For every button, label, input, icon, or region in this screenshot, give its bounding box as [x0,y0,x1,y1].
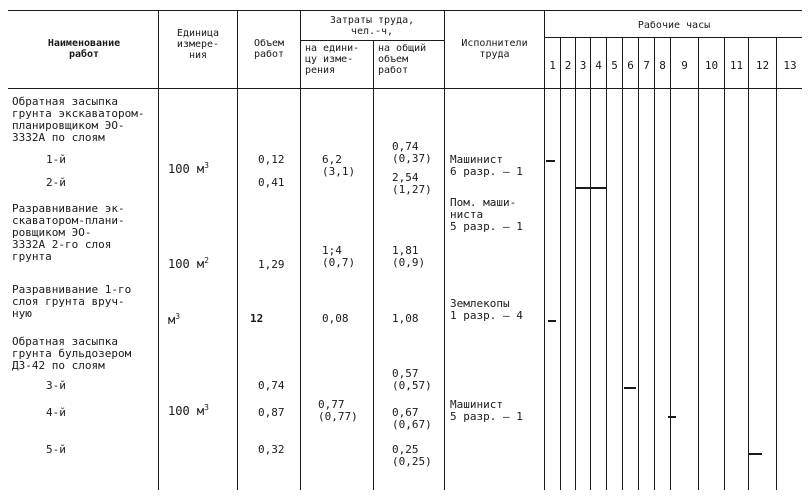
labor-total: 1,08 [392,312,419,325]
header-bottom-border [8,88,802,89]
hours-subheader-line [544,37,802,38]
work-volume: 0,41 [258,176,285,189]
work-name: Разравнивание эк- скаватором-плани- ровщиком ЭО- 3332А 2-го слоя грунта [12,202,125,263]
hour-number: 11 [729,59,744,72]
hour-divider-2 [575,37,576,490]
header-per-unit: на едини- цу изме- рения [305,43,360,76]
hour-divider-7 [654,37,655,490]
col-divider-unit [237,10,238,490]
col-divider-volume [300,10,301,490]
schedule-bar [668,416,676,418]
work-unit: 100 $м^2$ [168,256,209,271]
hour-divider-6 [638,37,639,490]
hour-number: 9 [681,59,688,72]
work-volume: 1,29 [258,258,285,271]
hour-number: 6 [627,59,634,72]
hour-divider-8 [670,37,671,490]
work-name: 4-й [46,406,66,419]
labor-total: 0,57 (0,57) [392,367,432,392]
hour-number: 4 [595,59,602,72]
hour-divider-9 [698,37,699,490]
labor-subheader-line [300,40,444,41]
performer: Пом. маши- ниста 5 разр. – 1 [450,196,523,233]
work-name: 2-й [46,176,66,189]
work-name: 1-й [46,153,66,166]
labor-per-unit: 0,77 (0,77) [318,398,358,423]
work-unit: 100 $м^3$ [168,161,209,176]
work-volume: 0,12 [258,153,285,166]
hour-number: 13 [783,59,797,72]
col-divider-name [158,10,159,490]
labor-total: 0,74 (0,37) [392,140,432,165]
col-divider-performers [544,10,545,490]
work-name: Обратная засыпка грунта бульдозером ДЗ-42 по слоям [12,335,132,372]
labor-per-unit: 6,2 (3,1) [322,153,356,178]
labor-per-unit: 0,08 [322,312,349,325]
labor-total: 2,54 (1,27) [392,171,432,196]
performer: Землекопы 1 разр. – 4 [450,297,523,322]
hour-number: 7 [643,59,650,72]
schedule-bar [748,453,762,455]
hour-number: 12 [755,59,770,72]
work-name: Обратная засыпка грунта экскаватором- планировщиком ЭО- 3332А по слоям [12,95,145,144]
hour-number: 8 [659,59,666,72]
schedule-bar [624,387,636,389]
work-name: 5-й [46,443,66,456]
col-divider-total [444,10,445,490]
hour-divider-1 [560,37,561,490]
labor-per-unit: 1;4 (0,7) [322,244,356,269]
hour-divider-5 [622,37,623,490]
work-name: 3-й [46,379,66,392]
header-total: на общий объем работ [378,43,427,76]
work-name: Разравнивание 1-го слоя грунта вруч- ную [12,283,132,320]
work-unit: 100 $м^3$ [168,403,209,418]
hour-number: 2 [564,59,572,72]
labor-total: 1,81 (0,9) [392,244,426,269]
schedule-bar [548,320,556,322]
header-name: Наименование работ [47,38,121,60]
work-volume: 0,32 [258,443,285,456]
performer: Машинист 5 разр. – 1 [450,398,523,423]
hour-divider-3 [590,37,591,490]
schedule-bar [546,160,555,162]
header-performers: Исполнители труда [461,38,528,60]
hour-divider-4 [606,37,607,490]
labor-total: 0,67 (0,67) [392,406,432,431]
header-volume: Объем работ [253,38,285,60]
work-volume: 0,74 [258,379,285,392]
work-unit: $м^3$ [168,312,181,327]
header-labor: Затраты труда, чел.-ч, [329,15,415,37]
hour-number: 10 [704,59,719,72]
work-volume: 0,87 [258,406,285,419]
schedule-bar [576,187,606,189]
performer: Машинист 6 разр. – 1 [450,153,523,178]
hour-divider-11 [748,37,749,490]
table-top-border [8,10,802,11]
header-unit: Единица измере- ния [176,28,220,61]
hour-number: 1 [549,59,556,72]
col-divider-per-unit [373,40,374,490]
hour-number: 3 [579,59,587,72]
labor-total: 0,25 (0,25) [392,443,432,468]
hour-divider-10 [724,37,725,490]
hour-number: 5 [611,59,618,72]
work-volume: 12 [250,312,264,325]
hour-divider-12 [776,37,777,490]
header-hours: Рабочие часы [637,20,711,31]
